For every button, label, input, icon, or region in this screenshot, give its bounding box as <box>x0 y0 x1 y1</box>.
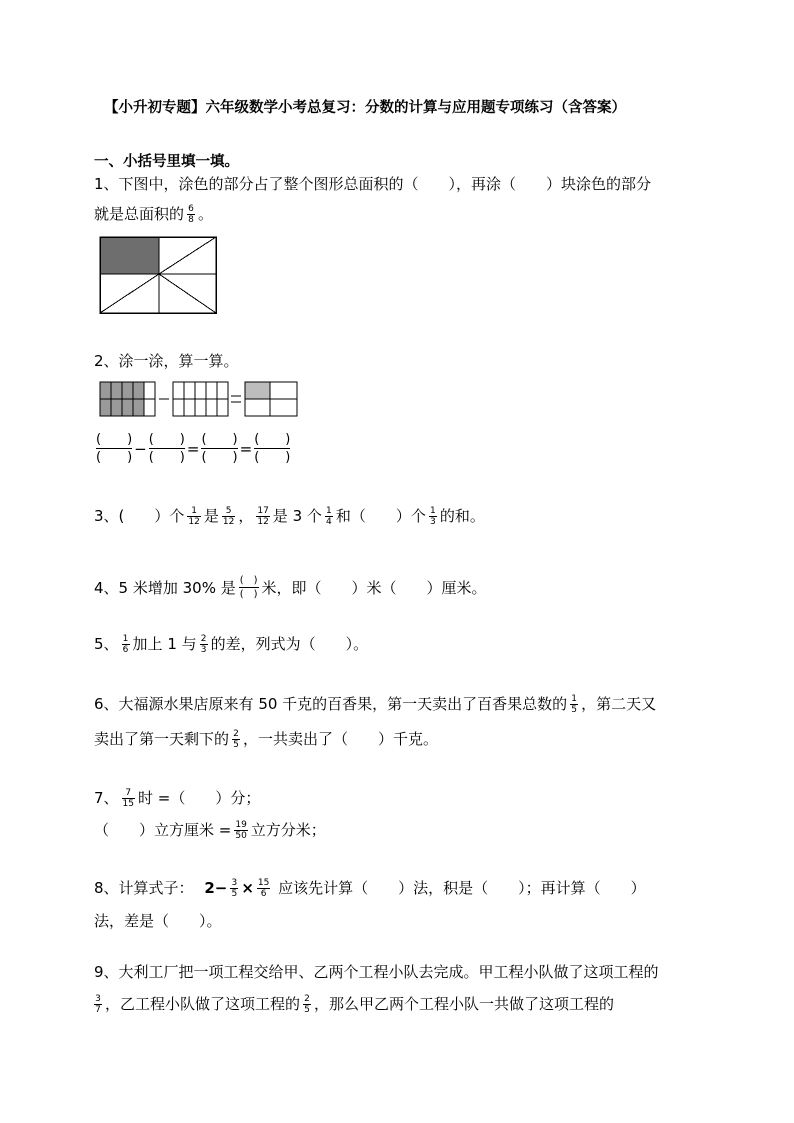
fraction: $\frac{2}{3}$ <box>200 634 207 655</box>
fraction: $\frac{3}{7}$ <box>95 994 101 1015</box>
question-8-line-1: 8、计算式子： 2− $\frac{3}{5}$ × $\frac{15}{6}$ 应该先计算（ ）法，积是（ ）；再计算（ ） <box>94 878 646 899</box>
fraction: $\frac{1}{12}$ <box>188 506 200 527</box>
question-3: 3、( ）个 $\frac{1}{12}$ 是 $\frac{5}{12}$ ， $\frac{17}{12}$ 是 3 个 $\frac{1}{4}$ 和（ ）个 $\frac{1}{3}$ 的和。 <box>94 506 485 527</box>
fraction: $\frac{2}{5}$ <box>304 994 310 1015</box>
fraction: $\frac{1}{5}$ <box>571 694 578 715</box>
blank-fraction: ( ) ( ) <box>254 432 291 465</box>
blank-fraction: $\frac{( )}{( )}$ <box>239 575 258 600</box>
expression: 2− $\frac{3}{5}$ × $\frac{15}{6}$ <box>204 878 270 899</box>
question-8-line-2: 法，差是（ ）。 <box>94 912 222 930</box>
question-7-line-1: 7、 $\frac{7}{15}$ 时 =（ ）分； <box>94 788 261 809</box>
fraction: $\frac{15}{6}$ <box>257 878 270 899</box>
blank-fraction: ( ) ( ) <box>96 432 133 465</box>
figure-diagonal <box>100 274 159 313</box>
shaded-area <box>245 382 270 399</box>
question-1-line-1: 1、下图中，涂色的部分占了整个图形总面积的（ ），再涂（ ）块涂色的部分 <box>94 175 652 193</box>
question-5: 5、 $\frac{1}{6}$ 加上 1 与 $\frac{2}{3}$ 的差，列式为（ ）。 <box>94 634 369 655</box>
fraction: $\frac{19}{50}$ <box>235 820 247 841</box>
question-6-line-1: 6、大福源水果店原来有 50 千克的百香果，第一天卖出了百香果总数的 $\frac{1}{5}$ ，第二天又 <box>94 694 657 715</box>
fraction: $\frac{5}{12}$ <box>222 506 235 527</box>
question-9-line-1: 9、大利工厂把一项工程交给甲、乙两个工程小队去完成。甲工程小队做了这项工程的 <box>94 963 659 981</box>
fraction: $\frac{1}{3}$ <box>430 506 436 527</box>
question-7-line-2: （ ）立方厘米 = $\frac{19}{50}$ 立方分米； <box>94 820 326 841</box>
section-heading: 一、小括号里填一填。 <box>94 154 239 170</box>
fraction: $\frac{2}{5}$ <box>233 729 239 750</box>
question-4: 4、5 米增加 30% 是 $\frac{( )}{( )}$ 米，即（ ）米（ ）厘米。 <box>94 575 487 600</box>
fraction: $\frac{1}{4}$ <box>326 506 332 527</box>
shaded-cell <box>100 237 159 274</box>
question-2-figure <box>99 381 299 417</box>
fraction: $\frac{7}{15}$ <box>122 788 134 809</box>
blank-fraction: ( ) ( ) <box>148 432 185 465</box>
fraction: $\frac{3}{5}$ <box>231 878 238 899</box>
fraction: $\frac{6}{8}$ <box>188 204 194 225</box>
question-2-blank-row: ( ) ( ) − ( ) ( ) = ( ) ( ) = ( ) ( ) <box>96 432 291 465</box>
question-1-figure <box>99 236 219 316</box>
page-title: 【小升初专题】六年级数学小考总复习：分数的计算与应用题专项练习（含答案） <box>104 100 626 116</box>
question-2-text: 2、涂一涂，算一算。 <box>94 352 239 370</box>
blank-fraction: ( ) ( ) <box>201 432 238 465</box>
figure-diagonal <box>159 274 216 313</box>
fraction: $\frac{17}{12}$ <box>257 506 269 527</box>
question-6-line-2: 卖出了第一天剩下的 $\frac{2}{5}$ ，一共卖出了（ ）千克。 <box>94 729 439 750</box>
figure-diagonal <box>159 237 216 274</box>
question-1-line-2: 就是总面积的 $\frac{6}{8}$ 。 <box>94 204 214 225</box>
question-9-line-2: $\frac{3}{7}$ ，乙工程小队做了这项工程的 $\frac{2}{5}$ ，那么甲乙两个工程小队一共做了这项工程的 <box>95 994 615 1015</box>
q1-text: 就是总面积的 <box>94 205 185 223</box>
fraction: $\frac{1}{6}$ <box>122 634 129 655</box>
